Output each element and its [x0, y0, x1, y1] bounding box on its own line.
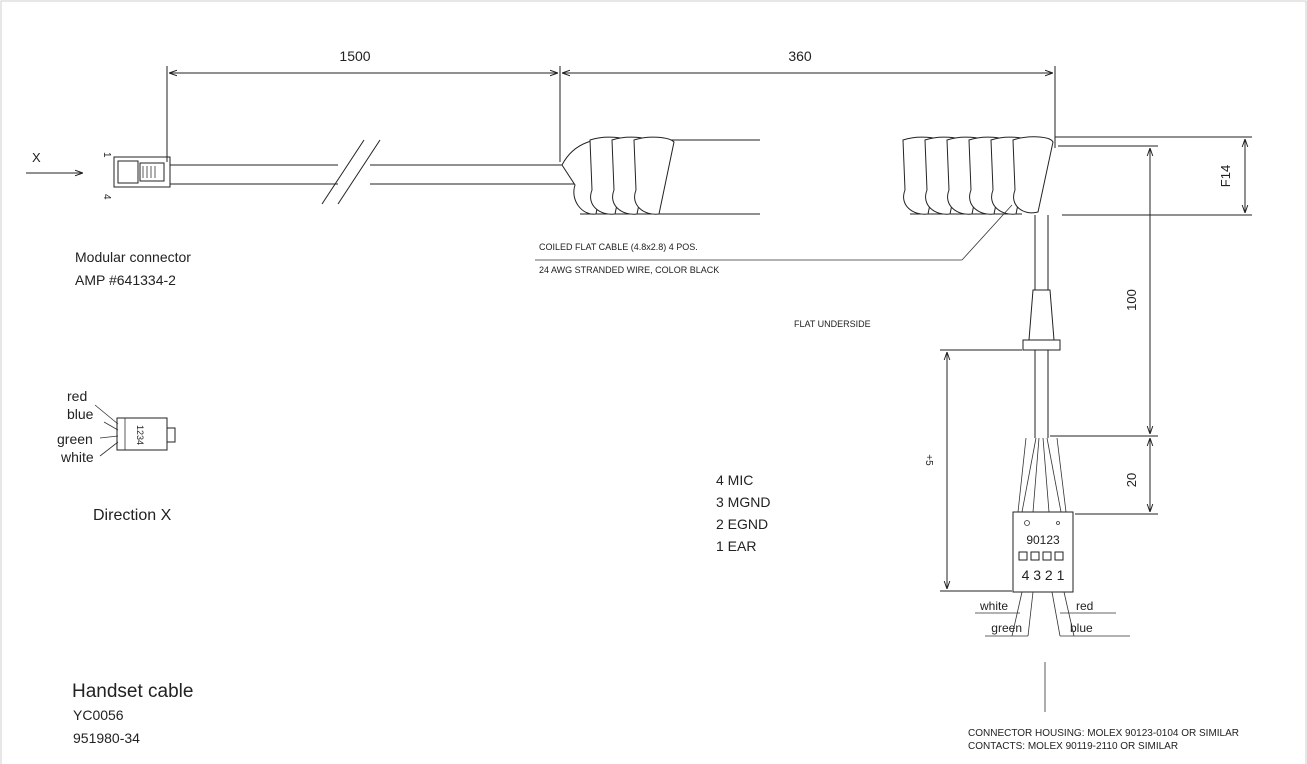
- plug-pin-first: 1: [101, 152, 112, 158]
- straight-cable: [170, 140, 578, 204]
- cable-spec-line1: COILED FLAT CABLE (4.8x2.8) 4 POS.: [539, 242, 698, 252]
- dimension-360-label: 360: [788, 48, 812, 64]
- connector-notes-line1: CONNECTOR HOUSING: MOLEX 90123-0104 OR SIMILAR: [968, 728, 1240, 739]
- direction-x-view: [57, 388, 175, 465]
- connector-housing: [975, 512, 1130, 636]
- coiled-cable: [562, 130, 1053, 226]
- dimension-plus5: [923, 350, 1022, 591]
- dimension-100-label: 100: [1124, 289, 1139, 311]
- dimension-plus5-label: +5: [923, 454, 934, 466]
- drawing-title: Handset cable: [72, 681, 194, 702]
- pinout-mgnd: 3 MGND: [716, 494, 771, 510]
- modular-connector-name: Modular connector: [75, 249, 191, 265]
- dimension-f14: [1055, 137, 1252, 215]
- view-wire-white: white: [61, 449, 94, 465]
- dimension-20: [1050, 436, 1158, 514]
- drawing-frame: [1, 1, 1306, 764]
- pinout-ear: 1 EAR: [716, 538, 757, 554]
- drawing-code-2: 951980-34: [73, 730, 140, 746]
- dimension-100: [1058, 146, 1158, 434]
- drawing-code-1: YC0056: [73, 707, 124, 723]
- tail-cable: [1018, 215, 1066, 512]
- housing-code: 90123: [1026, 533, 1060, 547]
- dimension-1500: [167, 48, 560, 162]
- view-wire-green: green: [57, 431, 93, 447]
- plug-pin-last: 4: [101, 194, 112, 200]
- direction-x-marker: [26, 150, 83, 173]
- housing-wire-white: white: [979, 599, 1008, 613]
- direction-x-label: X: [32, 150, 41, 165]
- view-pin-numbers: 1234: [135, 425, 145, 446]
- modular-plug: [101, 152, 170, 200]
- modular-connector-part: AMP #641334-2: [75, 272, 176, 288]
- housing-wire-blue: blue: [1070, 621, 1093, 635]
- housing-wire-red: red: [1076, 599, 1094, 613]
- pinout-egnd: 2 EGND: [716, 516, 769, 532]
- dimension-f14-label: F14: [1218, 164, 1233, 188]
- housing-pin-numbers: 4 3 2 1: [1021, 567, 1065, 583]
- dimension-1500-label: 1500: [339, 48, 371, 64]
- view-wire-red: red: [67, 388, 88, 404]
- connector-notes-line2: CONTACTS: MOLEX 90119-2110 OR SIMILAR: [968, 741, 1179, 752]
- view-wire-blue: blue: [67, 406, 94, 422]
- dimension-20-label: 20: [1124, 472, 1139, 488]
- direction-x-caption: Direction X: [93, 507, 172, 524]
- pinout-mic: 4 MIC: [716, 472, 754, 488]
- cable-spec-line2: 24 AWG STRANDED WIRE, COLOR BLACK: [539, 265, 720, 275]
- flat-underside-label: FLAT UNDERSIDE: [794, 319, 871, 329]
- housing-wire-green: green: [991, 621, 1022, 635]
